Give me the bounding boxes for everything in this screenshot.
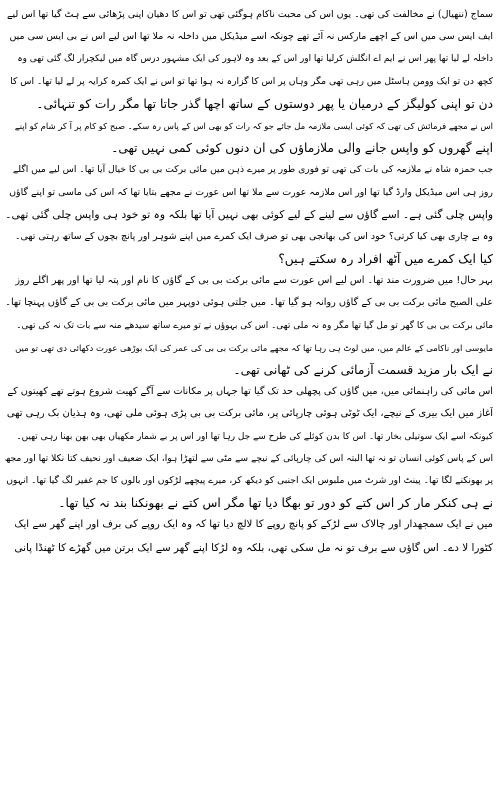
text-line-8: جب حمزہ شاہ نے ملازمہ کی بات کی تھی تو فوری طور پر میرے ذہن میں مائی برکت بی بی کا خیال آیا تھا۔ اس لیے میں اگلے <box>12 164 493 176</box>
text-line-1: سماج (ننھیال) نے مخالفت کی تھی۔ یوں اس کی محبت ناکام ہوگئی تھی تو اس کا دھیان اپنی پڑھائی سے ہٹ گیا تھا اس لیے <box>7 9 493 20</box>
text-line-5: دن تو اپنی کولیگز کے درمیان یا پھر دوستوں کے ساتھ اچھا گذر جاتا تھا مگر رات کو تنہائی۔ <box>36 96 493 111</box>
text-line-4: کچھ دن تو ایک وومن ہاسٹل میں رہی تھی مگر وہاں پر اس کا گزارہ نہ ہوا تھا تو اس نے ایک کمرہ کرایہ پر لے لیا تھا۔ اس کا <box>10 75 493 87</box>
text-line-19: آغاز میں ایک بیری کے نیچے، ایک ٹوٹی ہوئی چارپائی پر، مائی برکت بی بی پڑی ہوئی ملی تھی، وہ ہذیان بک رہی تھی <box>6 408 493 420</box>
text-line-25: کٹورا لا دے۔ اس گاؤں سے برف تو نہ مل سکی تھی، بلکہ وہ لڑکا اپنے گھر سے ایک برتن میں گھڑے کا ٹھنڈا پانی <box>14 541 493 554</box>
text-line-23: نے ہی کنکر مار کر اس کتے کو دور تو بھگا دیا تھا مگر اس کتے نے بھونکنا بند نہ کیا تھا۔ <box>58 496 493 511</box>
text-line-22: پر بھونکنے لگا تھا۔ پینٹ اور شرٹ میں ملبوس ایک اجنبی کو دیکھ کر، میرے پیچھے لڑکوں اور بالوں کا جم غفیر لگ گیا تھا۔ انہوں <box>6 474 493 486</box>
text-line-7: اپنے گھروں کو واپس جانے والی ملازماؤں کی ان دنوں کوئی کمی نہیں تھی۔ <box>111 141 493 156</box>
text-line-6: اس نے مجھے فرمائش کی تھی کہ کوئی ایسی ملازمہ مل جائے جو کہ رات کو بھی اس کے پاس رہ سکے۔ صبح کو کام پر آ کر شام کو اپنے <box>14 120 493 131</box>
text-line-2: ایف ایس سی میں اس کے اچھے مارکس نہ آئے تھے چونکہ اسے میڈیکل میں داخلہ نہ ملا تھا اس لیے اس نے بی ایس سی میں <box>9 31 493 43</box>
text-line-10: واپس چلی گئی ہے۔ اسے گاؤں سے لینے کے لیے کوئی بھی نہیں آیا تھا بلکہ وہ تو خود ہی واپس چلی گئی تھی۔ <box>5 207 493 221</box>
text-line-3: داخلہ لے لیا تھا پھر اس نے ایم اے انگلش کرلیا تھا اور اس کے بعد وہ لاہور کی ایک مشہور درس گاہ میں لیکچرار لگ گئی تھی وہ <box>17 54 493 65</box>
text-line-9: روز ہی اس میڈیکل وارڈ گیا تھا اور اس ملازمہ عورت سے ملا تھا اس عورت نے مجھے بتایا تھا کہ اس کی ماسی تو اپنے گاؤں <box>9 186 493 198</box>
text-line-20: کیونکہ اسے ایک سوتیلی بخار تھا۔ اس کا بدن کوئلے کی طرح سے جل رہا تھا اور اس پر بے شمار مکھیاں بھی بھن بھنا رہی تھیں۔ <box>16 431 493 442</box>
text-line-14: علی الصبح مائی برکت بی بی کے گاؤں روانہ ہو گیا تھا۔ میں جلتی ہوئی دوپہر میں مائی برکت بی بی کے گاؤں پہنچا تھا۔ <box>5 297 493 309</box>
text-line-21: اس کے پاس کوئی انسان تو نہ تھا البتہ اس کی چارپائی کے نیچے سے مٹی سے لتھڑا ہوا، ایک ضعیف اور نحیف کتا نکلا تھا اور مجھ <box>5 452 493 464</box>
text-line-13: بہر حال! میں ضرورت مند تھا۔ اس لیے اس عورت سے مائی برکت بی بی کے گاؤں کا نام اور پتہ لیا تھا اور پھر اگلے روز <box>15 275 493 287</box>
text-line-17: نے ایک بار مزید قسمت آزمائی کرنے کی ٹھانی تھی۔ <box>233 363 493 377</box>
text-line-18: اس مائی کی راہنمائی میں، میں گاؤں کی پچھلی حد تک گیا تھا جہاں پر مکانات سے آگے کھیت شروع ہوتے تھے کھیتوں کے <box>7 386 493 398</box>
text-line-24: میں نے ایک سمجھدار اور چالاک سے لڑکے کو پانچ روپے کا لالچ دیا تھا کہ وہ ایک روپے کی برف اور اپنے گھر سے ایک <box>14 519 493 531</box>
text-line-15: مائی برکت بی بی کا گھر تو مل گیا تھا مگر وہ نہ ملی تھی۔ اس کی بہوؤں نے تو میرے ساتھ سیدھے منہ سے بات تک نہ کی تھی۔ <box>16 320 493 331</box>
text-line-12: کیا ایک کمرے میں آٹھ افراد رہ سکتے ہیں؟ <box>278 252 493 267</box>
text-line-11: وہ بے چاری بھی کیا کرتی؟ خود اس کی بھانجی بھی تو صرف ایک کمرے میں اپنے شوہر اور پانچ بچوں کے ساتھ رہتی تھی۔ <box>14 230 493 242</box>
text-line-16: مایوسی اور ناکامی کے عالم میں، میں لوٹ ہی رہا تھا کہ مجھے مائی برکت بی بی کی عمر کی ایک بوڑھی عورت دکھائی دی تھی تو میں <box>15 342 493 353</box>
